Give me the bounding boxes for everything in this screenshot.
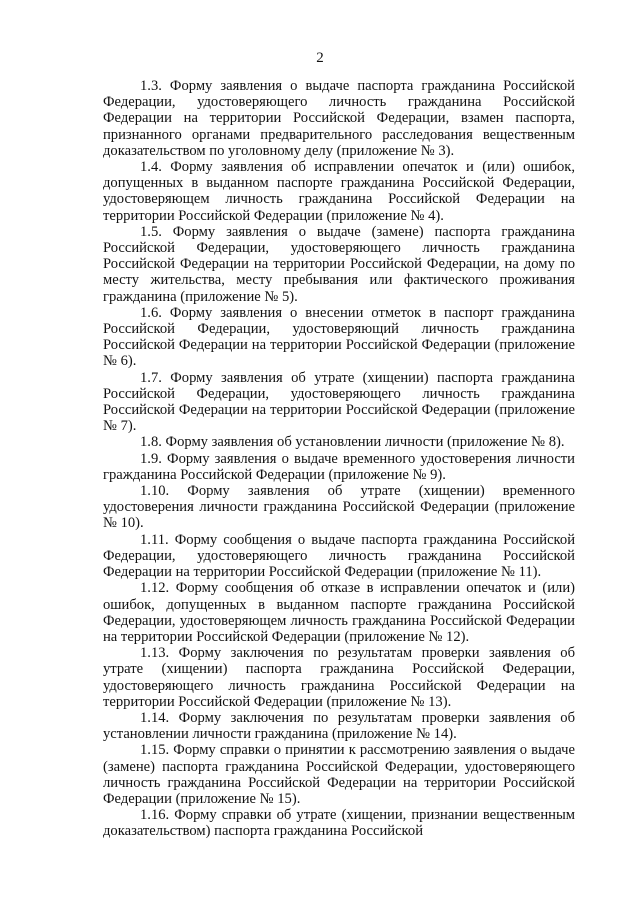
paragraph-1-3: 1.3. Форму заявления о выдаче паспорта гражданина Российской Федерации, удостоверяющего личность гражданина Российской Федерации на территории Российской Федерации, взамен паспорта, признанного органами предварительного расследования вещественным доказательством по уголовному делу (приложение № 3). bbox=[103, 78, 575, 159]
paragraph-1-15: 1.15. Форму справки о принятии к рассмотрению заявления о выдаче (замене) паспорта гражданина Российской Федерации, удостоверяющего личность гражданина Российской Федерации на территории Российской Федерации (приложение № 15). bbox=[103, 742, 575, 807]
paragraph-1-13: 1.13. Форму заключения по результатам проверки заявления об утрате (хищении) паспорта гражданина Российской Федерации, удостоверяющего личность гражданина Российской Федерации на территории Российской Федерации (приложение № 13). bbox=[103, 645, 575, 710]
paragraph-1-10: 1.10. Форму заявления об утрате (хищении) временного удостоверения личности гражданина Российской Федерации (приложение № 10). bbox=[103, 483, 575, 532]
paragraph-1-5: 1.5. Форму заявления о выдаче (замене) паспорта гражданина Российской Федерации, удостоверяющего личность гражданина Российской Федерации на территории Российской Федерации, на дому по месту жительства, месту пребывания или фактического проживания гражданина (приложение № 5). bbox=[103, 223, 575, 305]
paragraph-1-4: 1.4. Форму заявления об исправлении опечаток и (или) ошибок, допущенных в выданном паспорте гражданина Российской Федерации, удостоверяющем личность гражданина Российской Федерации на территории Российской Федерации (приложение № 4). bbox=[103, 159, 575, 224]
paragraph-1-12: 1.12. Форму сообщения об отказе в исправлении опечаток и (или) ошибок, допущенных в выданном паспорте гражданина Российской Федерации, удостоверяющем личность гражданина Российской Федерации на территории Российской Федерации (приложение № 12). bbox=[103, 580, 575, 645]
paragraph-1-7: 1.7. Форму заявления об утрате (хищении) паспорта гражданина Российской Федерации, удостоверяющего личность гражданина Российской Федерации на территории Российской Федерации (приложение № 7). bbox=[103, 369, 575, 435]
paragraph-1-16: 1.16. Форму справки об утрате (хищении, признании вещественным доказательством) паспорта гражданина Российской bbox=[103, 807, 575, 840]
paragraph-1-6: 1.6. Форму заявления о внесении отметок в паспорт гражданина Российской Федерации, удостоверяющий личность гражданина Российской Федерации на территории Российской Федерации (приложение № 6). bbox=[103, 304, 575, 370]
paragraph-1-8: 1.8. Форму заявления об установлении личности (приложение № 8). bbox=[140, 434, 565, 451]
paragraph-1-14: 1.14. Форму заключения по результатам проверки заявления об установлении личности гражданина (приложение № 14). bbox=[103, 709, 575, 743]
page-number: 2 bbox=[316, 50, 324, 66]
paragraph-1-9: 1.9. Форму заявления о выдаче временного удостоверения личности гражданина Российской Федерации (приложение № 9). bbox=[103, 450, 575, 483]
document-body bbox=[103, 78, 575, 840]
paragraph-1-11: 1.11. Форму сообщения о выдаче паспорта гражданина Российской Федерации, удостоверяющего личность гражданина Российской Федерации на территории Российской Федерации (приложение № 11). bbox=[103, 531, 575, 581]
